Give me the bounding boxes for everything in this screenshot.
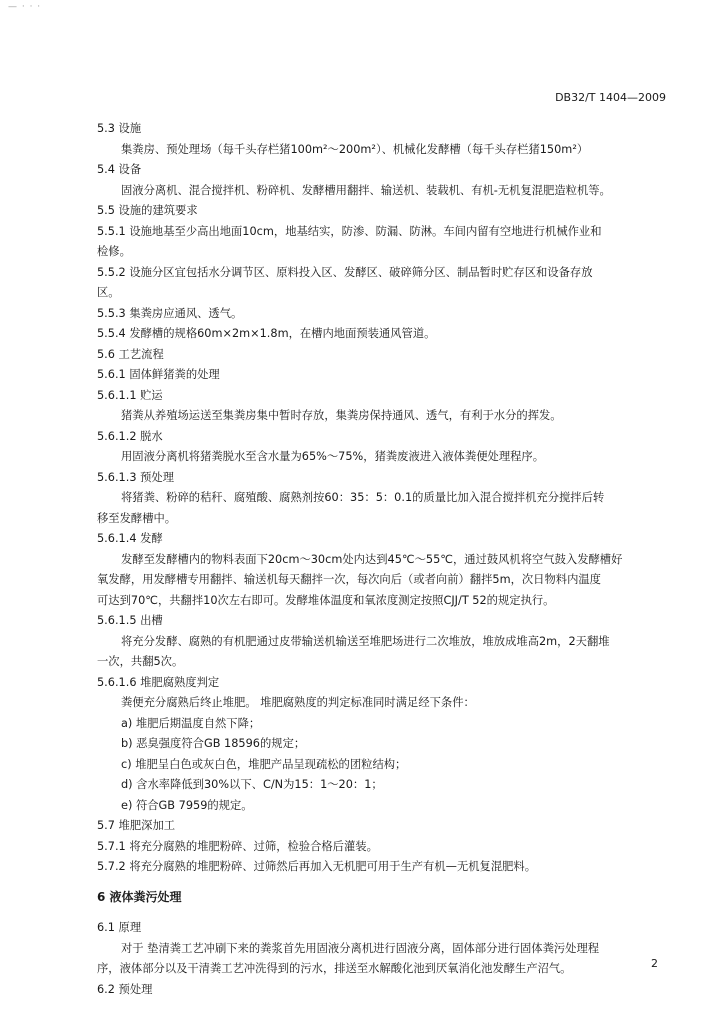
clause-line: 5.5.3 集粪房应通风、透气。 (97, 307, 243, 320)
paragraph-line: 将猪粪、粉碎的秸秆、腐殖酸、腐熟剂按60：35：5：0.1的质量比加入混合搅拌机充分搅拌后转 (121, 491, 605, 504)
clause-line: 5.5.4 发酵槽的规格60m×2m×1.8m，在槽内地面预装通风管道。 (97, 327, 436, 340)
paragraph-line: 一次，共翻5次。 (97, 655, 184, 668)
section-heading: 5.6.1 固体鲜猪粪的处理 (97, 368, 220, 381)
paragraph-line: 粪便充分腐熟后终止堆肥。 堆肥腐熟度的判定标准同时满足经下条件： (121, 696, 475, 709)
clause-line: 区。 (97, 286, 120, 299)
paragraph-line: 可达到70℃，共翻拌10次左右即可。发酵堆体温度和氧浓度测定按照CJJ/T 52的规定执行。 (97, 594, 555, 607)
section-heading: 5.6.1.3 预处理 (97, 471, 175, 484)
paragraph-line: 发酵至发酵槽内的物料表面下20cm～30cm处内达到45℃～55℃，通过鼓风机将空气鼓入发酵槽好 (121, 553, 623, 566)
section-heading: 5.7 堆肥深加工 (97, 819, 176, 832)
page-number: 2 (651, 957, 658, 970)
clause-line: 5.7.2 将充分腐熟的堆肥粉碎、过筛然后再加入无机肥可用于生产有机—无机复混肥料。 (97, 860, 537, 873)
section-heading: 5.6.1.6 堆肥腐熟度判定 (97, 676, 220, 689)
list-item: a) 堆肥后期温度自然下降； (121, 717, 261, 730)
section-heading: 5.6.1.1 贮运 (97, 389, 163, 402)
clause-line: 5.5.1 设施地基至少高出地面10cm，地基结实，防渗、防漏、防淋。车间内留有空地进行机械作业和 (97, 225, 602, 238)
section-heading: 5.6 工艺流程 (97, 348, 164, 361)
clause-line: 5.7.1 将充分腐熟的堆肥粉碎、过筛，检验合格后灌装。 (97, 840, 378, 853)
section-heading: 5.4 设备 (97, 163, 142, 176)
clause-line: 5.5.2 设施分区宜包括水分调节区、原料投入区、发酵区、破碎筛分区、制品暂时贮存区和设备存放 (97, 266, 593, 279)
paragraph-line: 固液分离机、混合搅拌机、粉碎机、发酵槽用翻拌、输送机、装载机、有机-无机复混肥造粒机等。 (121, 184, 611, 197)
list-item: d) 含水率降低到30%以下、C/N为15：1～20：1； (121, 778, 383, 791)
section-heading: 5.3 设施 (97, 122, 142, 135)
scan-mark: — · · · (8, 2, 42, 12)
section-heading: 6.2 预处理 (97, 983, 153, 996)
clause-line: 检修。 (97, 245, 131, 258)
section-heading: 5.6.1.5 出槽 (97, 614, 163, 627)
section-heading: 5.5 设施的建筑要求 (97, 204, 198, 217)
paragraph-line: 序，液体部分以及干清粪工艺冲洗得到的污水，排送至水解酸化池到厌氧消化池发酵生产沼气。 (97, 962, 572, 975)
section-heading: 5.6.1.4 发酵 (97, 532, 163, 545)
section-heading: 5.6.1.2 脱水 (97, 430, 163, 443)
paragraph-line: 用固液分离机将猪粪脱水至含水量为65%～75%，猪粪废液进入液体粪便处理程序。 (121, 450, 545, 463)
paragraph-line: 集粪房、预处理场（每千头存栏猪100m²～200m²）、机械化发酵槽（每千头存栏猪150m²） (121, 143, 589, 156)
list-item: c) 堆肥呈白色或灰白色，堆肥产品呈现疏松的团粒结构； (121, 758, 407, 771)
paragraph-line: 将充分发酵、腐熟的有机肥通过皮带输送机输送至堆肥场进行二次堆放，堆放成堆高2m，2天翻堆 (121, 635, 610, 648)
list-item: e) 符合GB 7959的规定。 (121, 799, 253, 812)
list-item: b) 恶臭强度符合GB 18596的规定； (121, 737, 306, 750)
paragraph-line: 对于 垫清粪工艺冲刷下来的粪浆首先用固液分离机进行固液分离，固体部分进行固体粪污处理程 (121, 942, 600, 955)
paragraph-line: 猪粪从养殖场运送至集粪房集中暂时存放，集粪房保持通风、透气，有利于水分的挥发。 (121, 409, 562, 422)
chapter-heading: 6 液体粪污处理 (97, 890, 182, 904)
document-code: DB32/T 1404—2009 (555, 91, 666, 104)
paragraph-line: 移至发酵槽中。 (97, 512, 177, 525)
paragraph-line: 氧发酵，用发酵槽专用翻拌、输送机每天翻拌一次，每次向后（或者向前）翻拌5m，次日物料内温度 (97, 573, 601, 586)
section-heading: 6.1 原理 (97, 921, 142, 934)
